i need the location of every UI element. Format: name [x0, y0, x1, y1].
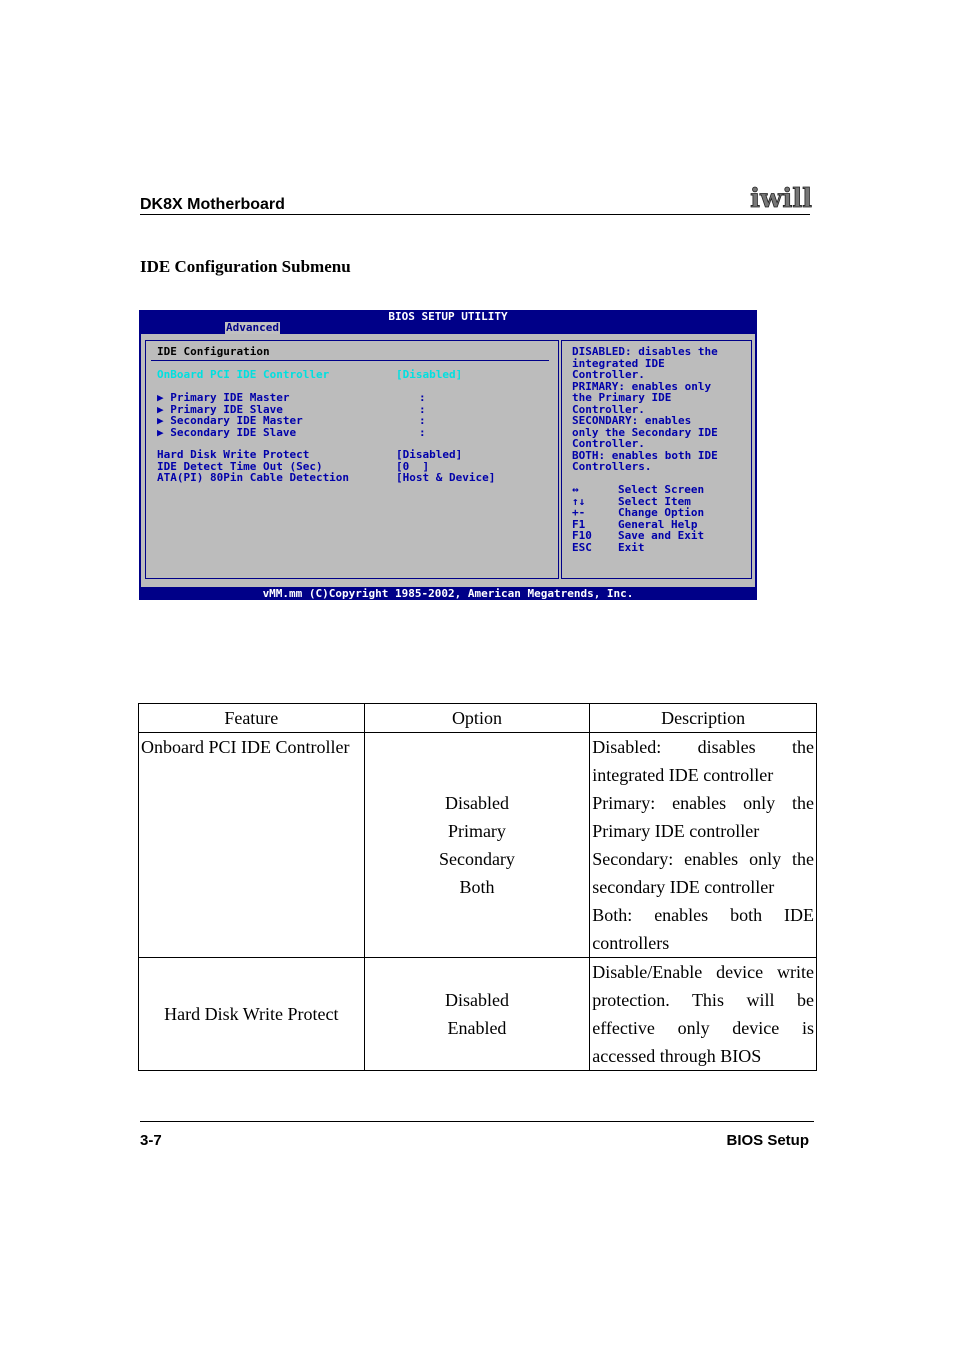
bios-key-action: Select Item: [618, 494, 691, 508]
bios-key-action: Change Option: [618, 506, 705, 519]
description-line: controllers: [592, 933, 670, 953]
option-item: Primary: [447, 821, 506, 841]
bios-key: F10: [572, 529, 592, 542]
footer-section: BIOS Setup: [726, 1132, 809, 1149]
option-item: Secondary: [438, 849, 515, 869]
description-line: accessed through BIOS: [592, 1046, 762, 1066]
description-line: Primary IDE controller: [592, 821, 760, 841]
bios-item-primary-slave[interactable]: ▶ Primary IDE Slave: [157, 402, 283, 416]
description-cell: [590, 733, 817, 958]
description-line: Disabled: disables the: [592, 737, 814, 757]
bios-key: ESC: [572, 540, 592, 554]
table-header-cell: Description: [590, 704, 817, 733]
description-line: protection. This will be: [592, 990, 814, 1010]
description-line: Secondary: enables only the: [592, 849, 814, 869]
bios-item-primary-master[interactable]: ▶ Primary IDE Master: [157, 391, 290, 404]
bios-item-cable-detect-label[interactable]: ATA(PI) 80Pin Cable Detection: [157, 471, 350, 484]
bios-help-line: Controller.: [572, 437, 645, 450]
option-cell: [364, 958, 590, 1071]
description-line: integrated IDE controller: [592, 765, 774, 785]
option-item: Both: [459, 877, 495, 897]
bios-item-cable-detect-value[interactable]: [Host & Device]: [396, 471, 496, 484]
bios-item-detect-timeout-value[interactable]: [0 ]: [396, 459, 430, 473]
table-header-cell: Feature: [139, 704, 365, 733]
bios-help-line: Controller.: [572, 368, 645, 381]
description-line: Primary: enables only the: [592, 793, 814, 813]
description-line: Disable/Enable device write: [592, 962, 814, 982]
table-row: [139, 733, 817, 958]
option-item: Enabled: [447, 1018, 507, 1038]
bios-item-primary-slave-value: :: [419, 402, 426, 416]
table-header-row: [139, 704, 817, 733]
option-cell: [364, 733, 590, 958]
iwill-logo: [750, 182, 812, 214]
description-line: effective only device is: [592, 1018, 814, 1038]
section-title: IDE Configuration Submenu: [140, 257, 351, 276]
bios-divider: [151, 360, 549, 361]
bios-help-line: Controllers.: [572, 460, 652, 473]
table-header-cell: Option: [364, 704, 590, 733]
bios-key: +-: [572, 506, 586, 519]
svg-text:iwill: iwill: [750, 184, 812, 214]
bios-item-primary-master-value: :: [419, 391, 426, 404]
option-item: Disabled: [444, 990, 509, 1010]
bios-key: ↔: [572, 483, 579, 496]
bios-item-detect-timeout-label[interactable]: IDE Detect Time Out (Sec): [157, 459, 323, 473]
header-rule: [140, 214, 810, 215]
bios-key-action: General Help: [618, 517, 698, 531]
feature-cell: Onboard PCI IDE Controller: [139, 733, 365, 958]
bios-key: ↑↓: [572, 494, 586, 508]
bios-help-line: SECONDARY: enables: [572, 414, 692, 427]
footer-rule: [140, 1121, 814, 1122]
option-item: Disabled: [444, 793, 509, 813]
bios-key: F1: [572, 517, 586, 531]
bios-item-secondary-slave-value: :: [419, 425, 426, 439]
description-line: Both: enables both IDE: [592, 905, 814, 925]
bios-key-action: Select Screen: [618, 483, 705, 496]
description-line: secondary IDE controller: [592, 877, 775, 897]
bios-help-line: DISABLED: disables the: [572, 345, 718, 358]
feature-cell: Hard Disk Write Protect: [139, 958, 365, 1071]
bios-key-action: Save and Exit: [618, 529, 705, 542]
bios-screenshot: [139, 310, 757, 600]
bios-help-line: the Primary IDE: [572, 391, 672, 404]
description-cell: [590, 958, 817, 1071]
bios-footer: vMM.mm (C)Copyright 1985-2002, American Megatrends, Inc.: [262, 587, 634, 600]
bios-item-write-protect-value[interactable]: [Disabled]: [396, 448, 463, 461]
bios-help-line: Controller.: [572, 402, 645, 416]
bios-key-action: Exit: [618, 540, 645, 554]
bios-item-secondary-slave[interactable]: ▶ Secondary IDE Slave: [157, 425, 297, 439]
bios-help-line: PRIMARY: enables only: [572, 379, 712, 393]
bios-help-line: only the Secondary IDE: [572, 425, 718, 439]
page-number: 3-7: [140, 1132, 162, 1149]
bios-main-panel: [141, 334, 755, 587]
bios-item-write-protect-label[interactable]: Hard Disk Write Protect: [157, 448, 310, 461]
page-header-title: DK8X Motherboard: [140, 196, 285, 213]
table-row: [139, 958, 817, 1071]
bios-tab-advanced[interactable]: Advanced: [226, 321, 279, 334]
bios-item-secondary-master[interactable]: ▶ Secondary IDE Master: [157, 414, 303, 427]
bios-title: BIOS SETUP UTILITY: [388, 310, 508, 323]
bios-item-onboard-ide-label[interactable]: OnBoard PCI IDE Controller: [157, 368, 330, 381]
bios-help-line: BOTH: enables both IDE: [572, 448, 718, 462]
bios-item-onboard-ide-value[interactable]: [Disabled]: [396, 368, 463, 381]
bios-item-secondary-master-value: :: [419, 414, 426, 427]
bios-panel-title: IDE Configuration: [157, 345, 270, 358]
feature-table: [138, 703, 817, 1071]
bios-help-line: integrated IDE: [572, 356, 665, 370]
